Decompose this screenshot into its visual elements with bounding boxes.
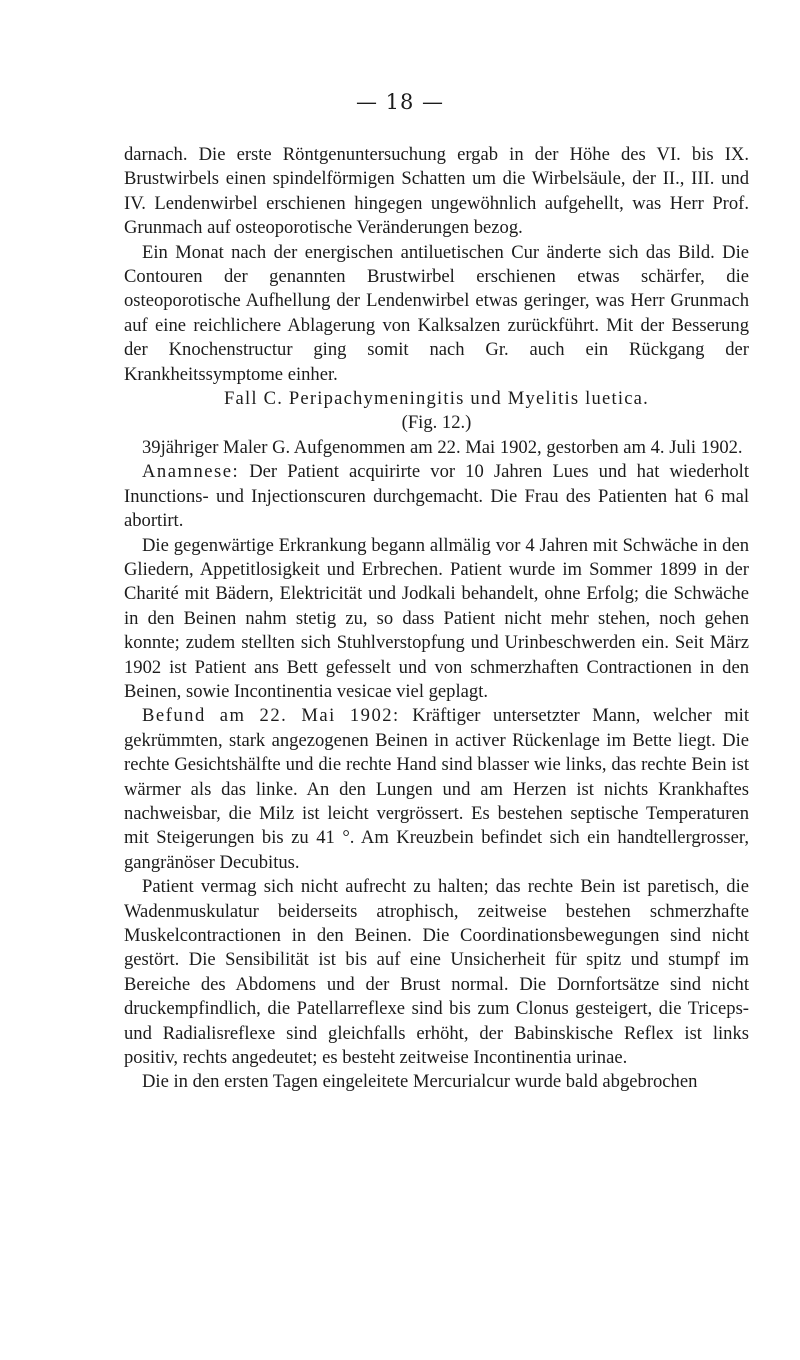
paragraph-neurological-findings: Patient vermag sich nicht aufrecht zu halten; das rechte Bein ist paretisch, die Wadenmuskulatur beiderseits atrophisch, zeitweise bestehen schmerzhafte Muskelcontractionen in den Beinen. Die Coordinationsbewegungen sind nicht gestört. Die Sensibilität ist bis auf eine Unsicherheit für spitz und stumpf im Bereiche des Abdomens und der Brust normal. Die Dornfortsätze sind nicht druckempfindlich, die Patellarreflexe sind bis zum Clonus gesteigert, die Triceps- und Radialisreflexe sind gleichfalls erhöht, der Babinskische Reflex ist links positiv, rechts angedeutet; es besteht zeitweise Incontinentia urinae.: [124, 876, 749, 1069]
paragraph-anamnese: [124, 460, 749, 533]
figure-reference: (Fig. 12.): [401, 412, 472, 434]
anamnese-label: Anamnese:: [142, 461, 240, 483]
paragraph-cure-result: Ein Monat nach der energischen antiluetischen Cur änderte sich das Bild. Die Contouren der genannten Brustwirbel erschienen etwas schärfer, die osteoporotische Aufhellung der Lendenwirbel etwas geringer, was Herr Grunmach auf eine reichlichere Ablagerung von Kalksalzen zurückführt. Mit der Besserung der Knochenstructur ging somit nach Gr. auch ein Rückgang der Krankheitssymptome einher.: [124, 241, 749, 385]
case-title: Fall C. Peripachymeningitis und Myelitis luetica.: [224, 388, 649, 410]
paragraph-mercurial-cure: Die in den ersten Tagen eingeleitete Mercurialcur wurde bald abgebrochen: [142, 1071, 698, 1093]
paragraph-befund: [124, 704, 749, 875]
page-number: — 18 —: [355, 90, 445, 114]
paragraph-roentgen: darnach. Die erste Röntgenuntersuchung ergab in der Höhe des VI. bis IX. Brustwirbels einen spindelförmigen Schatten um die Wirbelsäule, der II., III. und IV. Lendenwirbel erschienen hingegen ungewöhnlich aufgehellt, was Herr Prof. Grunmach auf osteoporotische Veränderungen bezog.: [124, 144, 749, 239]
paragraph-current-illness: Die gegenwärtige Erkrankung begann allmälig vor 4 Jahren mit Schwäche in den Gliedern, Appetitlosigkeit und Erbrechen. Patient wurde im Sommer 1899 in der Charité mit Bädern, Elektricität und Jodkali behandelt, ohne Erfolg; die Schwäche in den Beinen nahm stetig zu, so dass Patient nicht mehr stehen, noch gehen konnte; zudem stellten sich Stuhlverstopfung und Urinbeschwerden ein. Seit März 1902 ist Patient ans Bett gefesselt und von schmerzhaften Contractionen in den Beinen, sowie Incontinentia vesicae viel geplagt.: [124, 534, 749, 702]
befund-text: Kräftiger untersetzter Mann, welcher mit gekrümmten, stark angezogenen Beinen in activer Rückenlage im Bette liegt. Die rechte Gesichtshälfte und die rechte Hand sind blasser wie links, das rechte Bein ist wärmer als das linke. An den Lungen und am Herzen ist nichts Krankhaftes nachweisbar, die Milz ist leicht vergrössert. Es bestehen septische Temperaturen mit Steigerungen bis zu 41 °. Am Kreuzbein befindet sich ein handtellergrosser, gangränöser Decubitus.: [124, 705, 750, 873]
anamnese-text: Der Patient acquirirte vor 10 Jahren Lues und hat wiederholt Inunctions- und Injectionscuren durchgemacht. Die Frau des Patienten hat 6 mal abortirt.: [124, 461, 749, 532]
body-text: [124, 143, 749, 1095]
befund-label: Befund am 22. Mai 1902:: [142, 705, 400, 727]
paragraph-patient-intro: 39jähriger Maler G. Aufgenommen am 22. Mai 1902, gestorben am 4. Juli 1902.: [142, 436, 743, 458]
